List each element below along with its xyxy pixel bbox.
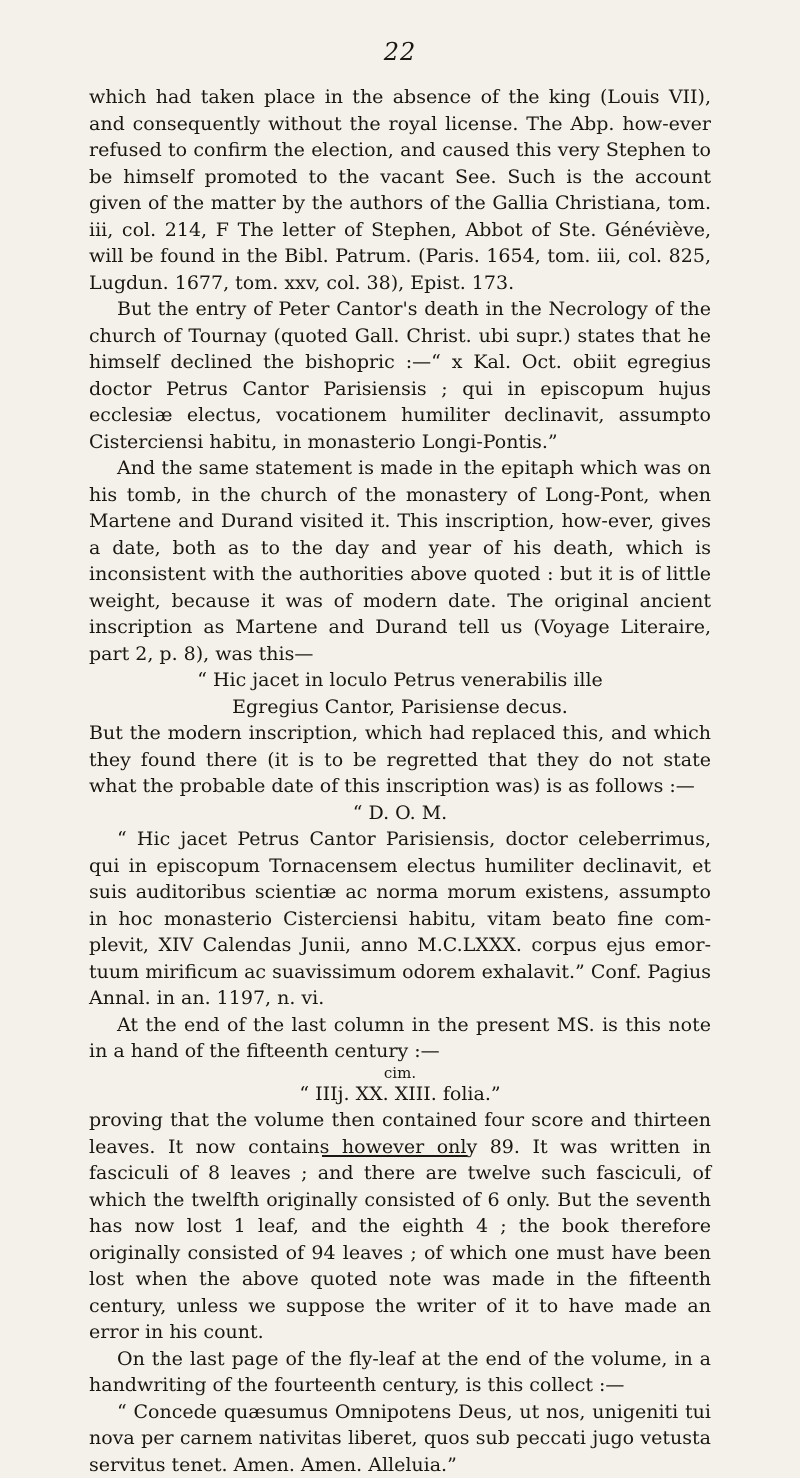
paragraph-5: “ Hic jacet Petrus Cantor Parisiensis, doctor celeberrimus, qui in episcopum Tornacensem electus humiliter declinavit, et suis auditoribus scientiæ ac norma morum existens, assumpto in hoc monasterio Cisterciensi habitu, vitam beato fine com-plevit, XIV Calendas Junii, anno M.C.LXXX. corpus ejus emor-tuum mirificum ac suavissimum odorem exhalavit.” Conf. Pagius Annal. in an. 1197, n. vi. — [89, 826, 711, 1012]
paragraph-7: proving that the volume then contained four score and thirteen leaves. It now contains however only 89. It was written in fasciculi of 8 leaves ; and there are twelve such fasciculi, of which the twelfth originally consisted of 6 only. But the seventh has now lost 1 leaf, and the eighth 4 ; the book therefore originally consisted of 94 leaves ; of which one must have been lost when the above quoted note was made in the fifteenth century, unless we suppose the writer of it to have made an error in his count. — [89, 1107, 711, 1346]
paragraph-8: On the last page of the fly-leaf at the end of the volume, in a handwriting of the fourteenth century, is this collect :— — [89, 1346, 711, 1399]
page-number: 22 — [0, 38, 800, 66]
note-superscript: cim. — [89, 1065, 711, 1081]
verse-line-2: Egregius Cantor, Parisiense decus. — [89, 694, 711, 721]
inscription-heading: “ D. O. M. — [89, 800, 711, 827]
paragraph-2: But the entry of Peter Cantor's death in the Necrology of the church of Tournay (quoted Gall. Christ. ubi supr.) states that he himself declined the bishopric :—“ x Kal. Oct. obiit egregius doctor Petrus Cantor Parisiensis ; qui in episcopum hujus ecclesiæ electus, vocationem humiliter declinavit, assumpto Cisterciensi habitu, in monasterio Longi-Pontis.” — [89, 296, 711, 455]
ending-rule — [322, 1155, 467, 1157]
verse-line-1: “ Hic jacet in loculo Petrus venerabilis ille — [89, 667, 711, 694]
paragraph-1: which had taken place in the absence of the king (Louis VII), and consequently without the royal license. The Abp. how-ever refused to confirm the election, and caused this very Stephen to be himself promoted to the vacant See. Such is the account given of the matter by the authors of the Gallia Christiana, tom. iii, col. 214, F The letter of Stephen, Abbot of Ste. Généviève, will be found in the Bibl. Patrum. (Paris. 1654, tom. iii, col. 825, Lugdun. 1677, tom. xxv, col. 38), Epist. 173. — [89, 84, 711, 296]
body-text — [89, 84, 711, 1478]
paragraph-3: And the same statement is made in the epitaph which was on his tomb, in the church of the monastery of Long-Pont, when Martene and Durand visited it. This inscription, how-ever, gives a date, both as to the day and year of his death, which is inconsistent with the authorities above quoted : but it is of little weight, because it was of modern date. The original ancient inscription as Martene and Durand tell us (Voyage Literaire, part 2, p. 8), was this— — [89, 455, 711, 667]
paragraph-4: But the modern inscription, which had replaced this, and which they found there (it is to be regretted that they do not state what the probable date of this inscription was) is as follows :— — [89, 720, 711, 800]
note-quote: “ IIIj. XX. XIII. folia.” — [89, 1081, 711, 1108]
paragraph-6: At the end of the last column in the present MS. is this note in a hand of the fifteenth century :— — [89, 1012, 711, 1065]
collect-text: “ Concede quæsumus Omnipotens Deus, ut nos, unigeniti tui nova per carnem nativitas liberet, quos sub peccati jugo vetusta servitus tenet. Amen. Amen. Alleluia.” — [89, 1399, 711, 1478]
